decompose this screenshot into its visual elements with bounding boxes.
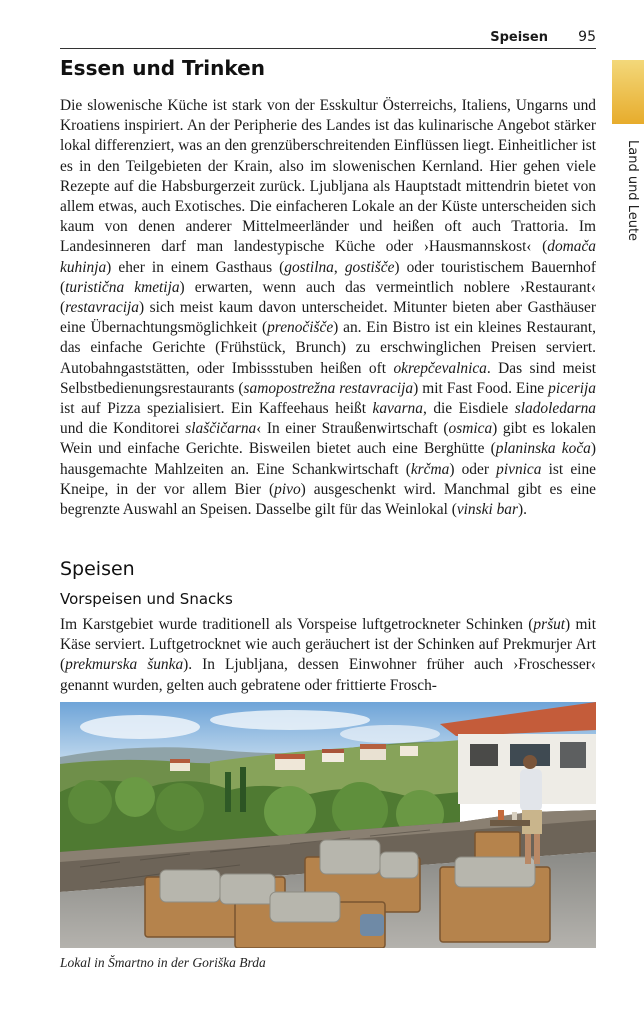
page-number: 95 xyxy=(578,29,596,45)
article-title: Essen und Trinken xyxy=(60,56,265,80)
section-paragraph: Im Karstgebiet wurde traditionell als Vorspeise luftgetrockneter Schinken (pršut) mit Käse serviert. Luftgetrocknet wie auch geräuchert ist der Schinken auf Prekmurjer Art (prekmurska šunka). In Ljubljana, dessen Einwohner früher auch ›Froschesser‹ genannt wurden, gelten auch gebratene oder frittierte Frosch- xyxy=(60,616,596,694)
section-title: Speisen xyxy=(60,558,135,580)
subsection-title: Vorspeisen und Snacks xyxy=(60,590,233,608)
photo-illustration xyxy=(60,702,596,948)
photo-caption: Lokal in Šmartno in der Goriška Brda xyxy=(60,955,266,970)
running-head-section: Speisen xyxy=(490,30,548,45)
intro-paragraph: Die slowenische Küche ist stark von der Esskultur Österreichs, Italiens, Ungarns und Kroatiens inspiriert. An der Peripherie des Landes ist das kulinarische Angebot stärker lokal differenziert, was an den grenzüberschreitenden Einflüssen liegt. Einheitlicher ist es in den Teilgebieten der Krain, also im slowenischen Kernland. Hier gehen viele Rezepte auf die Habsburgerzeit zurück. Ljubljana als Hauptstadt mittendrin bietet von allem etwas, auch Exotisches. Die einfacheren Lokale an der Küste unterscheiden sich kaum von denen anderer Mittelmeerländer und heißen oft auch Trattoria. Im Landesinneren darf man landestypische Küche oder ›Hausmannskost‹ (domača kuhinja) eher in einem Gasthaus (gostilna, gostišče) oder touristischem Bauernhof (turistična kmetija) erwarten, wenn auch das vermeintlich noblere ›Restaurant‹ (restavracija) sich meist kaum davon unterscheidet. Mitunter bieten aber Gasthäuser eine Übernachtungsmöglichkeit (prenočišče) an. Ein Bistro ist ein kleines Restaurant, das einfache Gerichte (Frühstück, Brunch) zu erschwinglichen Preisen serviert. Autobahngaststätten, oder Imbissstuben heißen oft okrepčevalnica. Das sind meist Selbstbedienungsrestaurants (samopostrežna restavracija) mit Fast Food. Eine picerija ist auf Pizza spezialisiert. Ein Kaffeehaus heißt kavarna, die Eisdiele sladoledarna und die Konditorei slaščičarna‹ In einer Straußenwirtschaft (osmica) gibt es lokalen Wein und einfache Gerichte. Bisweilen bietet auch eine Berghütte (planinska koča) hausgemachte Mahlzeiten an. Eine Schankwirtschaft (krčma) oder pivnica ist eine Kneipe, in der vor allem Bier (pivo) ausgeschenkt wird. Manchmal gibt es eine begrenzte Auswahl an Speisen. Dasselbe gilt für das Weinlokal (vinski bar). xyxy=(60,97,596,519)
chapter-side-label: Land und Leute xyxy=(625,140,640,242)
chapter-tab-marker xyxy=(612,60,644,124)
running-head xyxy=(60,30,596,49)
restaurant-photo xyxy=(60,702,596,948)
